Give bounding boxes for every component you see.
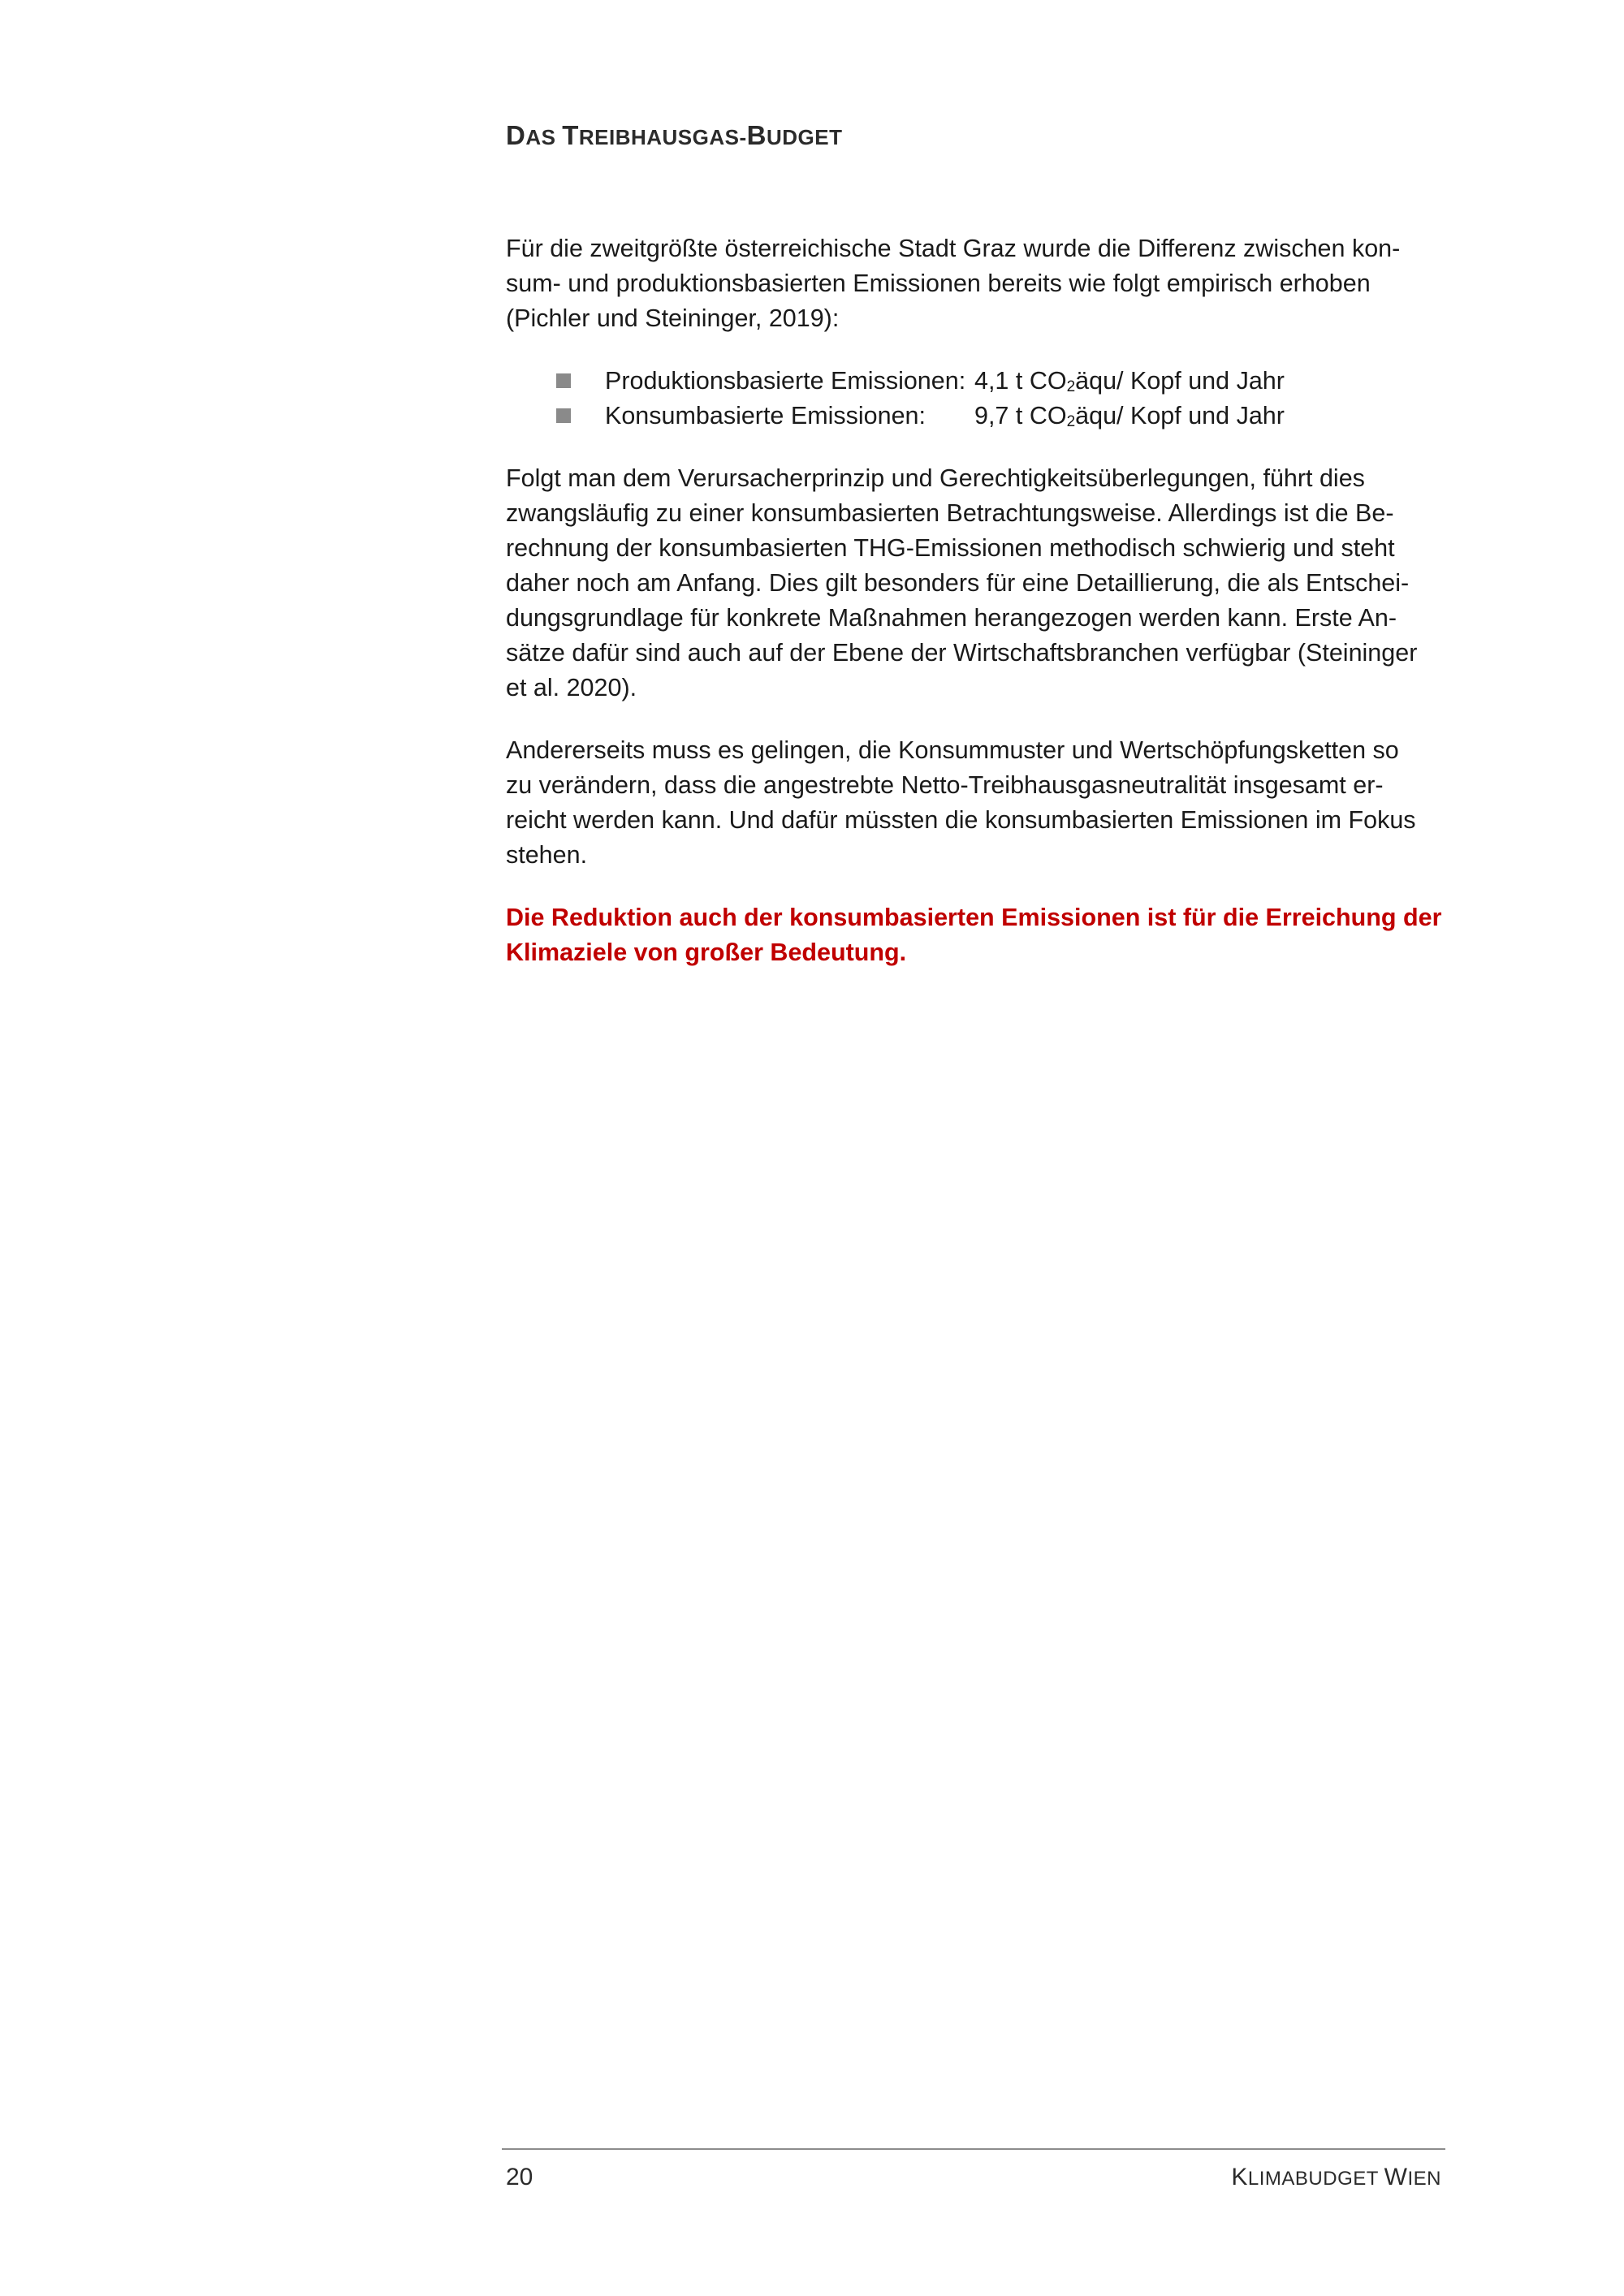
emissions-list — [506, 364, 1432, 434]
text-line: rechnung der konsumbasierten THG-Emissionen methodisch schwierig und steht — [506, 534, 1395, 562]
text-line: stehen. — [506, 841, 588, 869]
text-line: et al. 2020). — [506, 674, 637, 701]
bullet-label: Produktionsbasierte Emissionen: — [605, 367, 966, 395]
bullet-label: Konsumbasierte Emissionen: — [605, 402, 926, 429]
list-item — [506, 364, 1432, 399]
list-item — [506, 399, 1432, 434]
polluter-pays-paragraph — [506, 461, 1432, 706]
running-footer-title: KLIMABUDGET WIEN — [1231, 2164, 1441, 2190]
text-line: sum- und produktionsbasierten Emissionen bereits wie folgt empirisch erhoben — [506, 270, 1371, 297]
text-line: sätze dafür sind auch auf der Ebene der Wirtschaftsbranchen verfügbar (Steininger — [506, 639, 1418, 667]
intro-paragraph — [506, 231, 1432, 336]
text-line: zu verändern, dass die angestrebte Netto-Treibhausgasneutralität insgesamt er- — [506, 771, 1384, 799]
key-message-highlight — [506, 900, 1442, 970]
text-line: Andererseits muss es gelingen, die Konsummuster und Wertschöpfungsketten so — [506, 736, 1399, 764]
main-content — [506, 231, 1442, 998]
consumption-patterns-paragraph — [506, 733, 1432, 873]
bullet-value: 9,7 t $CO_2äqu/$ Kopf und Jahr — [974, 402, 1285, 430]
header-part-2: TREIBHAUSGAS- — [562, 120, 747, 150]
text-line: Klimaziele von großer Bedeutung. — [506, 939, 907, 966]
text-line: (Pichler und Steininger, 2019): — [506, 304, 840, 332]
bullet-value: 4,1 t $CO_2äqu/$ Kopf und Jahr — [974, 367, 1285, 395]
page-number: 20 — [506, 2164, 533, 2190]
text-line: reicht werden kann. Und dafür müssten die konsumbasierten Emissionen im Fokus — [506, 806, 1416, 834]
text-line: Die Reduktion auch der konsumbasierten Emissionen ist für die Erreichung der — [506, 904, 1442, 931]
header-part-3: BUDGET — [746, 120, 843, 150]
text-line: daher noch am Anfang. Dies gilt besonders für eine Detaillierung, die als Entschei- — [506, 569, 1410, 597]
square-bullet-icon — [556, 373, 571, 388]
header-part-1: DAS — [506, 120, 563, 150]
text-line: Folgt man dem Verursacherprinzip und Gerechtigkeitsüberlegungen, führt dies — [506, 464, 1365, 492]
text-line: zwangsläufig zu einer konsumbasierten Betrachtungsweise. Allerdings ist die Be- — [506, 499, 1394, 527]
running-header — [506, 120, 843, 151]
text-line: dungsgrundlage für konkrete Maßnahmen herangezogen werden kann. Erste An- — [506, 604, 1397, 632]
footer-divider — [502, 2148, 1445, 2150]
text-line: Für die zweitgrößte österreichische Stadt Graz wurde die Differenz zwischen kon- — [506, 235, 1401, 262]
square-bullet-icon — [556, 408, 571, 423]
